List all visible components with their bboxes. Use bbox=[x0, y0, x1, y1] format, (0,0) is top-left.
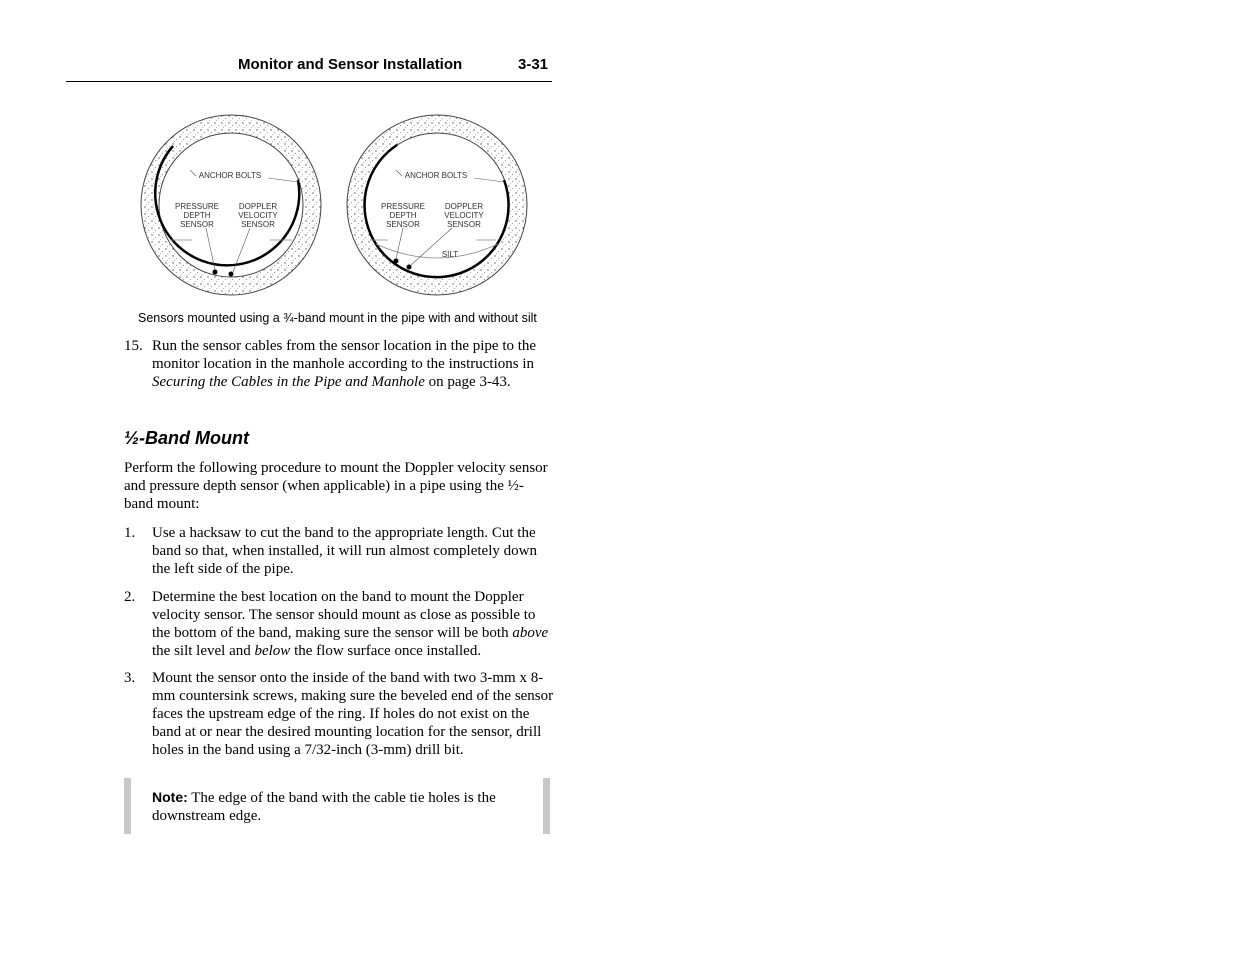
step-text-part: Run the sensor cables from the sensor location in the pipe to the monitor location in the manhole according to the instructions in bbox=[152, 338, 537, 372]
note-text: The edge of the band with the cable tie holes is the downstream edge. bbox=[152, 790, 496, 824]
step-text-part: on page 3-43. bbox=[424, 374, 511, 390]
intro-paragraph: Perform the following procedure to mount the Doppler velocity sensor and pressure depth sensor (when applicable) in a pipe using the ½-band mount: bbox=[124, 460, 548, 512]
note-box bbox=[124, 778, 550, 834]
step-3 bbox=[124, 669, 554, 759]
step-15 bbox=[124, 337, 554, 391]
step-text-part: Determine the best location on the band to mount the Doppler velocity sensor. The sensor should mount as close as possible to the bottom of the band, making sure the sensor will be both bbox=[152, 589, 536, 641]
step-text: Use a hacksaw to cut the band to the appropriate length. Cut the band so that, when installed, it will run almost completely down the left side of the pipe. bbox=[152, 525, 537, 577]
right-silt-label: SILT bbox=[441, 250, 459, 259]
step-number: 2. bbox=[124, 589, 136, 605]
step-text bbox=[152, 337, 554, 391]
page-header bbox=[66, 54, 552, 82]
step-text bbox=[152, 588, 554, 660]
right-doppler-label-2: VELOCITY bbox=[444, 211, 484, 220]
step-2 bbox=[124, 588, 554, 660]
note-label: Note: bbox=[152, 789, 188, 805]
emphasis-text: above bbox=[512, 625, 549, 641]
right-doppler-label-1: DOPPLER bbox=[444, 202, 484, 211]
figure-caption: Sensors mounted using a ¾-band mount in the pipe with and without silt bbox=[138, 311, 537, 325]
right-anchor-label: ANCHOR BOLTS bbox=[404, 171, 468, 180]
right-pressure-label-1: PRESSURE bbox=[380, 202, 426, 211]
right-pipe bbox=[335, 108, 540, 303]
section-heading: ½-Band Mount bbox=[124, 428, 249, 448]
step-text-part: the silt level and bbox=[152, 643, 255, 659]
left-doppler-label-2: VELOCITY bbox=[238, 211, 278, 220]
page-number: 3-31 bbox=[518, 56, 549, 73]
pipe-figure bbox=[130, 108, 540, 303]
step-number: 3. bbox=[124, 670, 136, 686]
step-number: 15. bbox=[124, 338, 143, 354]
left-doppler-label-3: SENSOR bbox=[241, 220, 275, 229]
right-pressure-label-2: DEPTH bbox=[389, 211, 417, 220]
emphasis-text: below bbox=[254, 643, 291, 659]
right-pressure-label-3: SENSOR bbox=[386, 220, 420, 229]
left-pipe bbox=[130, 108, 335, 303]
left-anchor-label: ANCHOR BOLTS bbox=[198, 171, 262, 180]
right-doppler-label-3: SENSOR bbox=[447, 220, 481, 229]
step-number: 1. bbox=[124, 525, 136, 541]
step-1 bbox=[124, 524, 554, 578]
pipe-diagram bbox=[130, 108, 540, 303]
left-pressure-label-1: PRESSURE bbox=[174, 202, 220, 211]
left-doppler-label-1: DOPPLER bbox=[238, 202, 278, 211]
note-content bbox=[152, 788, 532, 825]
left-pressure-label-2: DEPTH bbox=[183, 211, 211, 220]
step-text: Mount the sensor onto the inside of the band with two 3-mm x 8-mm countersink screws, making sure the beveled end of the sensor faces the upstream edge of the ring. If holes do not exist on the band at or near the desired mounting location for the sensor, drill holes in the band using a 7/32-inch (3-mm) drill bit. bbox=[152, 670, 554, 758]
header-title: Monitor and Sensor Installation bbox=[238, 56, 463, 73]
step-text-part: the flow surface once installed. bbox=[290, 643, 482, 659]
cross-reference-link-text: Securing the Cables in the Pipe and Manhole bbox=[152, 374, 425, 390]
left-pressure-label-3: SENSOR bbox=[180, 220, 214, 229]
